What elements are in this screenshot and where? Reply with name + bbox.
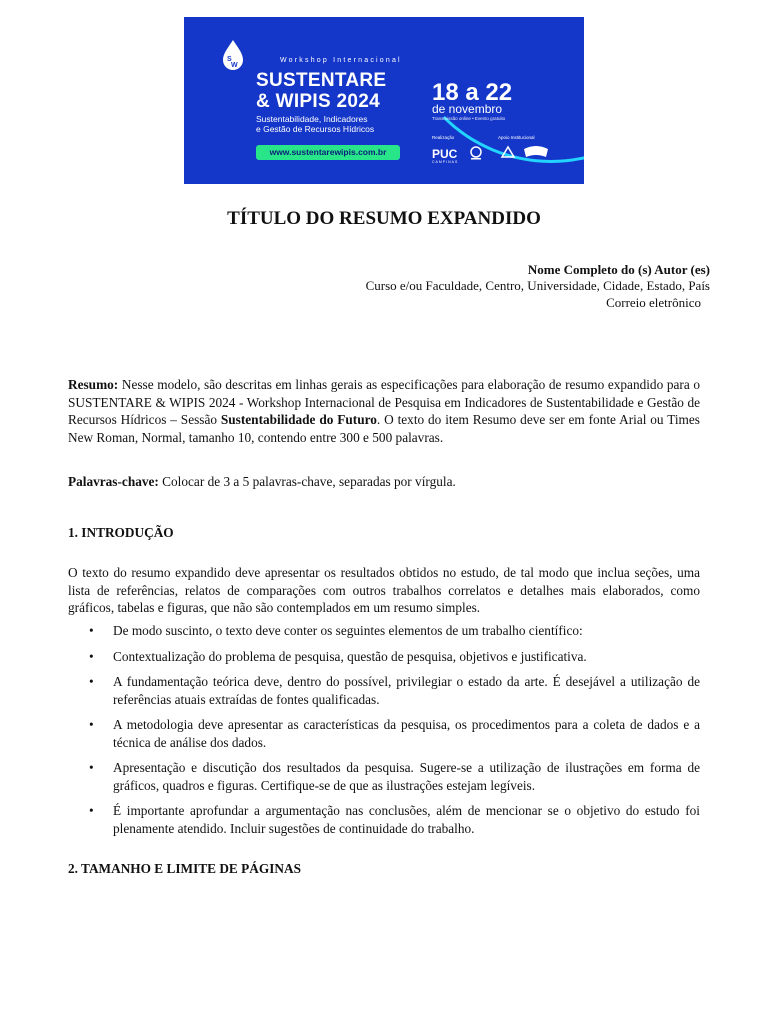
abstract-label: Resumo: <box>68 377 119 392</box>
keywords-paragraph <box>68 473 700 491</box>
svg-text:S: S <box>227 56 232 63</box>
svg-text:W: W <box>231 62 238 69</box>
list-item: • Contextualização do problema de pesquisa, questão de pesquisa, objetivos e justificativa. <box>68 648 700 666</box>
event-banner <box>184 17 584 184</box>
abstract-text-2: . O texto do item Resumo deve ser em fonte Arial ou Times New Roman, Normal, tamanho 10, contendo entre 300 e 500 palavras. <box>68 412 700 445</box>
list-item: • Apresentação e discutição dos resultados da pesquisa. Sugere-se a utilização de ilustrações em forma de gráficos, quadros e figuras. Certifique-se de que as ilustrações estejam legíveis. <box>68 759 700 794</box>
introduction-paragraph: O texto do resumo expandido deve apresentar os resultados obtidos no estudo, de tal modo que inclua seções, uma lista de referências, relatos de comparações com outros trabalhos correlatos e detalhes mais elaborados, como gráficos, tabelas e figuras, que não são contemplados em um resumo simples. <box>68 565 700 615</box>
abstract-bold-session: Sustentabilidade do Futuro <box>220 412 377 427</box>
banner-realizacao-label: Realização <box>432 135 455 140</box>
abstract-paragraph <box>68 376 700 446</box>
banner-subtitle <box>256 114 416 134</box>
banner-kicker: Workshop Internacional <box>280 57 402 64</box>
banner-subtitle-line1: Sustentabilidade, Indicadores <box>256 114 368 124</box>
author-email: Correio eletrônico <box>606 295 701 310</box>
list-item: • A fundamentação teórica deve, dentro do possível, privilegiar o estado da arte. É desejável a utilização de referências atuais extraídas de fontes qualificadas. <box>68 673 700 708</box>
abstract-text-1: Nesse modelo, são descritas em linhas gerais as especificações para elaboração de resumo expandido para o SUSTENTARE & WIPIS 2024 - Workshop Internacional de Pesquisa em Indicadores de Sustentabilidade e Gestão de Recursos Hídricos – Sessão <box>68 377 700 427</box>
keywords-text: Colocar de 3 a 5 palavras-chave, separadas por vírgula. <box>158 474 456 489</box>
author-name: Nome Completo do (s) Autor (es) <box>527 262 710 277</box>
banner-date: 18 a 22 <box>432 79 513 106</box>
list-item: • É importante aprofundar a argumentação nas conclusões, além de mencionar se o objetivo do estudo foi plenamente atendido. Incluir sugestões de continuidade do trabalho. <box>68 802 700 837</box>
banner-url[interactable]: www.sustentarewipis.com.br <box>256 145 400 160</box>
puc-logo <box>432 147 458 164</box>
banner-transmission: Transmissão online • Evento gratuito <box>432 116 506 121</box>
list-item: • A metodologia deve apresentar as características da pesquisa, os procedimentos para a coleta de dados e a técnica de análise dos dados. <box>68 716 700 751</box>
partner-logo-icon <box>468 145 484 161</box>
water-drop-logo-icon <box>221 39 245 71</box>
banner-month: de novembro <box>432 102 503 116</box>
support-logo-2-icon <box>522 145 550 161</box>
section-2-heading: 2. TAMANHO E LIMITE DE PÁGINAS <box>68 861 301 876</box>
document-title: TÍTULO DO RESUMO EXPANDIDO <box>227 208 541 229</box>
support-logo-icon <box>500 145 516 161</box>
banner-title-line1: SUSTENTARE <box>256 70 387 91</box>
banner-title-line2: & WIPIS 2024 <box>256 91 380 112</box>
introduction-bullet-list <box>68 622 700 845</box>
banner-apoio-label: Apoio Institucional <box>498 135 535 140</box>
puc-logo-sub: CAMPINAS <box>432 160 459 164</box>
author-affiliation: Curso e/ou Faculdade, Centro, Universidade, Cidade, Estado, País <box>365 278 710 293</box>
list-item: • De modo suscinto, o texto deve conter os seguintes elementos de um trabalho científico: <box>68 622 700 640</box>
puc-logo-text: PUC <box>432 147 458 161</box>
section-1-heading: 1. INTRODUÇÃO <box>68 525 174 540</box>
banner-subtitle-line2: e Gestão de Recursos Hídricos <box>256 124 375 134</box>
keywords-label: Palavras-chave: <box>68 474 159 489</box>
